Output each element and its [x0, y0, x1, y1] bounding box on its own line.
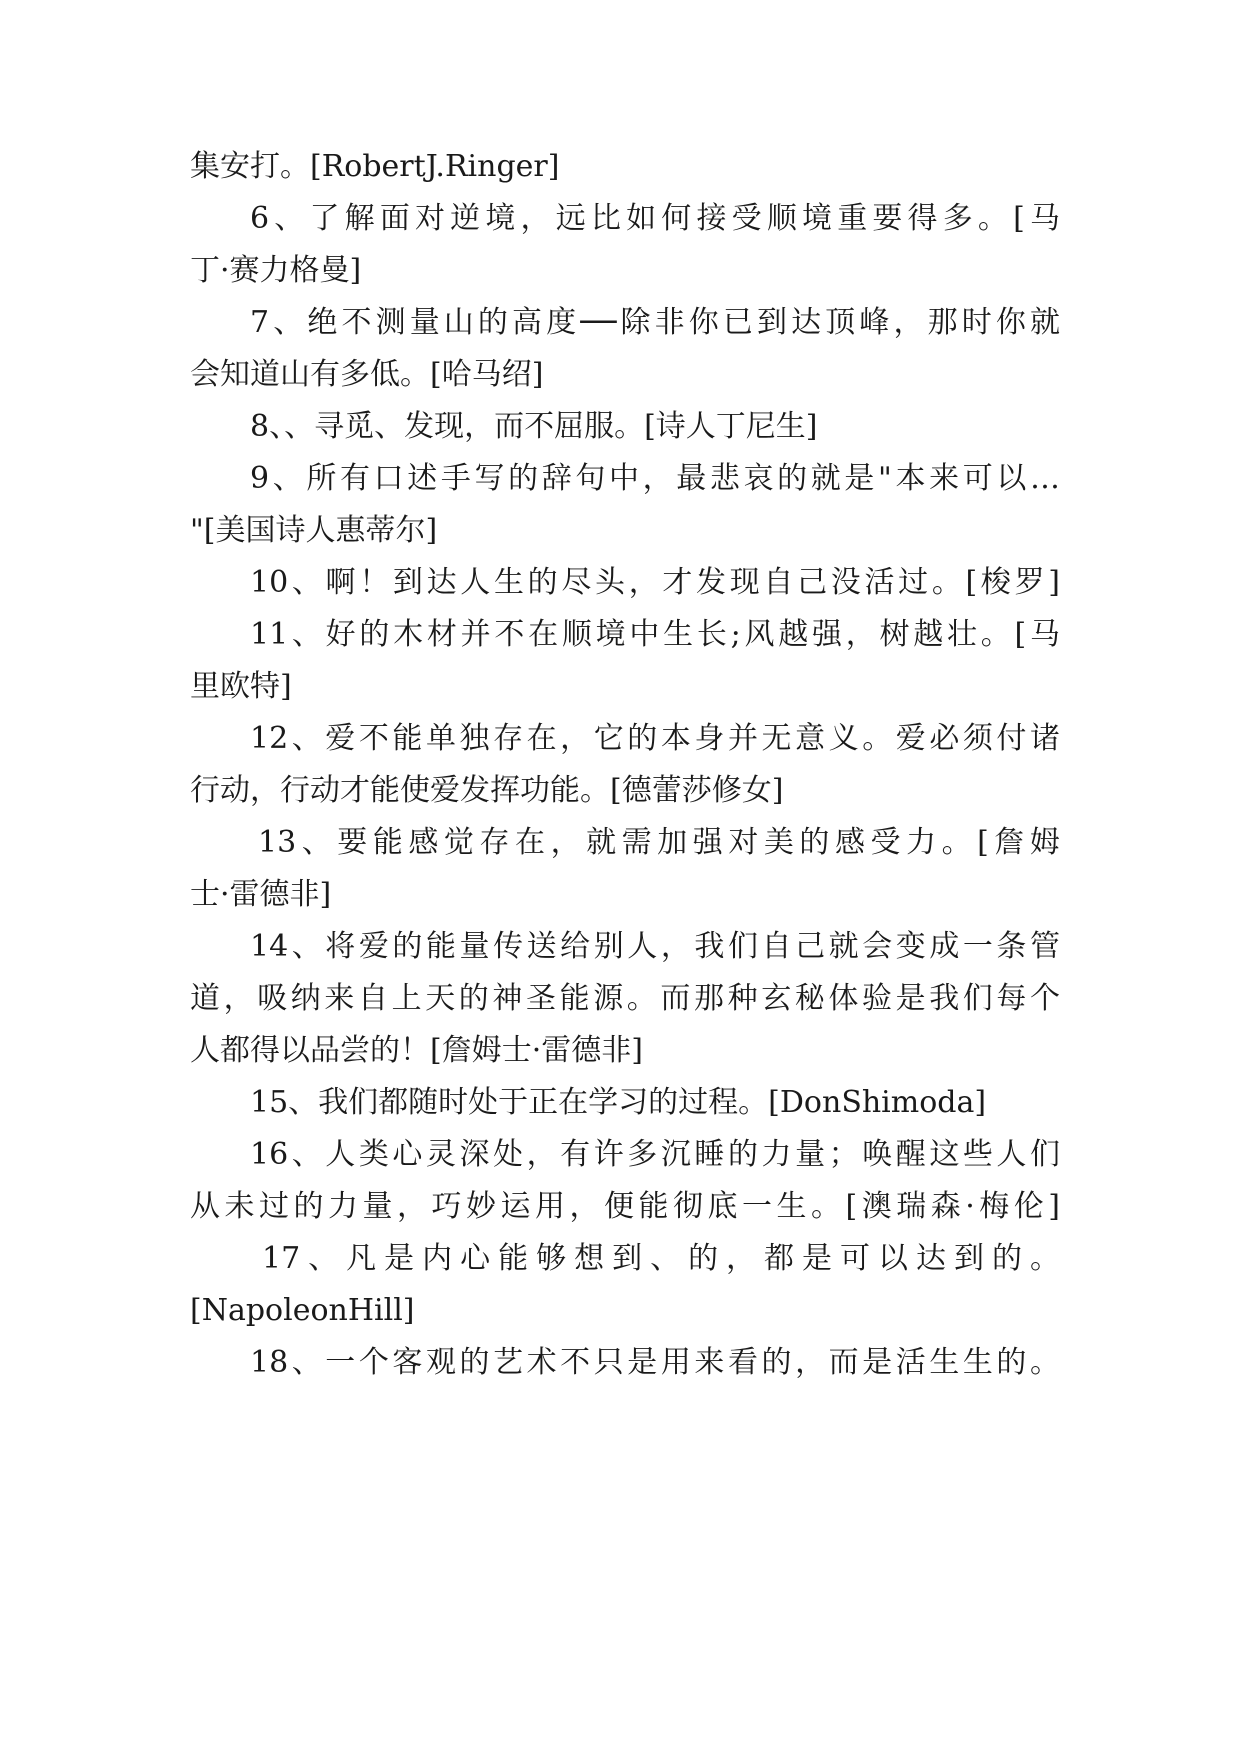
text-line-8: "[美国诗人惠蒂尔]	[190, 513, 438, 548]
text-line-24: 18、一个客观的艺术不只是用来看的，而是活生生的。	[250, 1345, 1060, 1380]
text-line-17: 道，吸纳来自上天的神圣能源。而那种玄秘体验是我们每个	[190, 981, 1060, 1016]
text-line-10: 11、好的木材并不在顺境中生长;风越强，树越壮。[马	[250, 617, 1060, 652]
text-line-15: 士·雷德非]	[190, 877, 332, 912]
text-line-3: 丁·赛力格曼]	[190, 253, 362, 288]
text-line-6: 8、、寻觅、发现，而不屈服。[诗人丁尼生]	[250, 409, 818, 444]
text-line-1: 集安打。[RobertJ.Ringer]	[190, 149, 560, 184]
text-line-16: 14、将爱的能量传送给别人，我们自己就会变成一条管	[250, 929, 1060, 964]
text-line-11: 里欧特]	[190, 669, 292, 704]
text-line-5: 会知道山有多低。[哈马绍]	[190, 357, 544, 392]
text-line-19: 15、我们都随时处于正在学习的过程。[DonShimoda]	[250, 1085, 987, 1120]
text-line-13: 行动，行动才能使爱发挥功能。[德蕾莎修女]	[190, 773, 784, 808]
text-line-12: 12、爱不能单独存在，它的本身并无意义。爱必须付诸	[250, 721, 1060, 756]
text-line-21: 从未过的力量，巧妙运用，便能彻底一生。[澳瑞森·梅伦]	[190, 1189, 1060, 1224]
text-line-4: 7、绝不测量山的高度──除非你已到达顶峰，那时你就	[250, 305, 1060, 340]
text-line-18: 人都得以品尝的！[詹姆士·雷德非]	[190, 1033, 643, 1068]
text-line-22: 17、凡是内心能够想到、的，都是可以达到的。	[262, 1241, 1060, 1276]
text-line-7: 9、所有口述手写的辞句中，最悲哀的就是"本来可以…	[250, 461, 1060, 496]
text-line-9: 10、啊！到达人生的尽头，才发现自己没活过。[梭罗]	[250, 565, 1060, 600]
text-line-23: [NapoleonHill]	[190, 1293, 415, 1328]
text-line-20: 16、人类心灵深处，有许多沉睡的力量；唤醒这些人们	[250, 1137, 1060, 1172]
text-line-2: 6、了解面对逆境，远比如何接受顺境重要得多。[马	[250, 201, 1060, 236]
text-line-14: 13、要能感觉存在，就需加强对美的感受力。[詹姆	[258, 825, 1060, 860]
